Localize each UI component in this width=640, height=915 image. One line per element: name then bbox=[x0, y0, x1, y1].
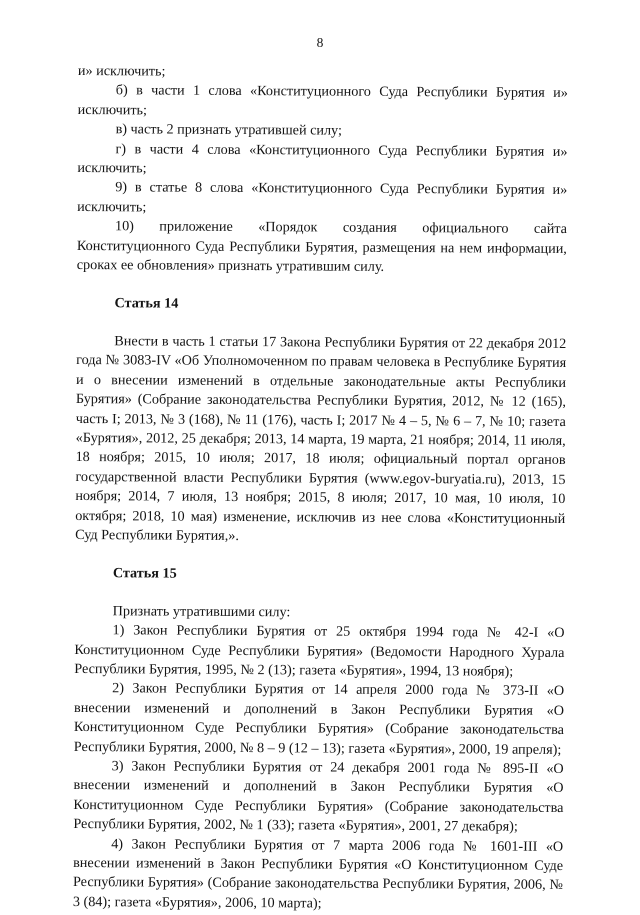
list-item: и» исключить; bbox=[77, 62, 166, 80]
article-15-heading: Статья 15 bbox=[112, 565, 177, 582]
list-item: г) в части 4 слова «Конституционного Суда Республики Бурятия и» исключить; bbox=[77, 140, 568, 177]
list-item: 3) Закон Республики Бурятия от 24 декабря 2001 года № 895-II «О внесении изменений и дополнений в Закон Республики Бурятия «О Конституционном Суде Республики Бурятия» (Собрание законодательства Республики Бурятия, 2002, № 1 (33); газета «Бурятия», 2001, 27 декабря); bbox=[73, 758, 564, 835]
article-14-heading: Статья 14 bbox=[114, 295, 179, 313]
list-item: 1) Закон Республики Бурятия от 25 октября 1994 года № 42-I «О Конституционном Суде Республики Бурятия» (Ведомости Народного Хурала Республики Бурятия, 1995, № 2 (13); газета «Бурятия», 1994, 13 ноября); bbox=[74, 622, 565, 680]
page-number: 8 bbox=[316, 35, 324, 50]
list-item: в) часть 2 признать утратившей силу; bbox=[115, 121, 342, 139]
list-item: 4) Закон Республики Бурятия от 7 марта 2006 года № 1601-III «О внесении изменений в Закон Республики Бурятия «О Конституционном Суде Республики Бурятия» (Собрание законодательства Республики Бурятия, 2006, № 3 (84); газета «Бурятия», 2006, 10 марта); bbox=[72, 835, 564, 912]
list-item: 9) в статье 8 слова «Конституционного Суда Республики Бурятия и» исключить; bbox=[77, 179, 568, 216]
document-body bbox=[73, 62, 568, 915]
list-item: 2) Закон Республики Бурятия от 14 апреля 2000 года № 373-II «О внесении изменений и дополнений в Закон Республики Бурятия «О Конституционном Суде Республики Бурятия» (Собрание законодательства Республики Бурятия, 2000, № 8 – 9 (12 – 13); газета «Бурятия», 2000, 19 апреля); bbox=[73, 680, 565, 758]
list-item: б) в части 1 слова «Конституционного Суда Республики Бурятия и» исключить; bbox=[77, 82, 568, 119]
list-item: 10) приложение «Порядок создания официального сайта Конституционного Суда Республики Бурятия, размещения на нем информации, сроках ее обновления» признать утратившим силу. bbox=[76, 218, 568, 275]
article-14-text: Внести в часть 1 статьи 17 Закона Республики Бурятия от 22 декабря 2012 года № 3083-IV «Об Уполномоченном по правам человека в Республике Бурятия и о внесении изменений в отдельные законодательные акты Республики Бурятия» (Собрание законодательства Республики Бурятия, 2012, № 12 (165), часть I; 2013, № 3 (168), № 11 (176), часть I; 2017 № 4 – 5, № 6 – 7, № 10; газета «Бурятия», 2012, 25 декабря; 2013, 14 марта, 19 марта, 21 ноября; 2014, 11 июля, 18 ноября; 2015, 10 июля; 2017, 18 июля; официальный портал органов государственной власти Республики Бурятия (www.egov-buryatia.ru), 2013, 15 ноября; 2014, 7 июля, 13 ноября; 2015, 8 июля; 2017, 10 мая, 10 июля, 10 октября; 2018, 10 мая) изменение, исключив из нее слова «Конституционный Суд Республики Бурятия,». bbox=[75, 333, 567, 544]
article-15-intro: Признать утратившими силу: bbox=[112, 602, 291, 621]
